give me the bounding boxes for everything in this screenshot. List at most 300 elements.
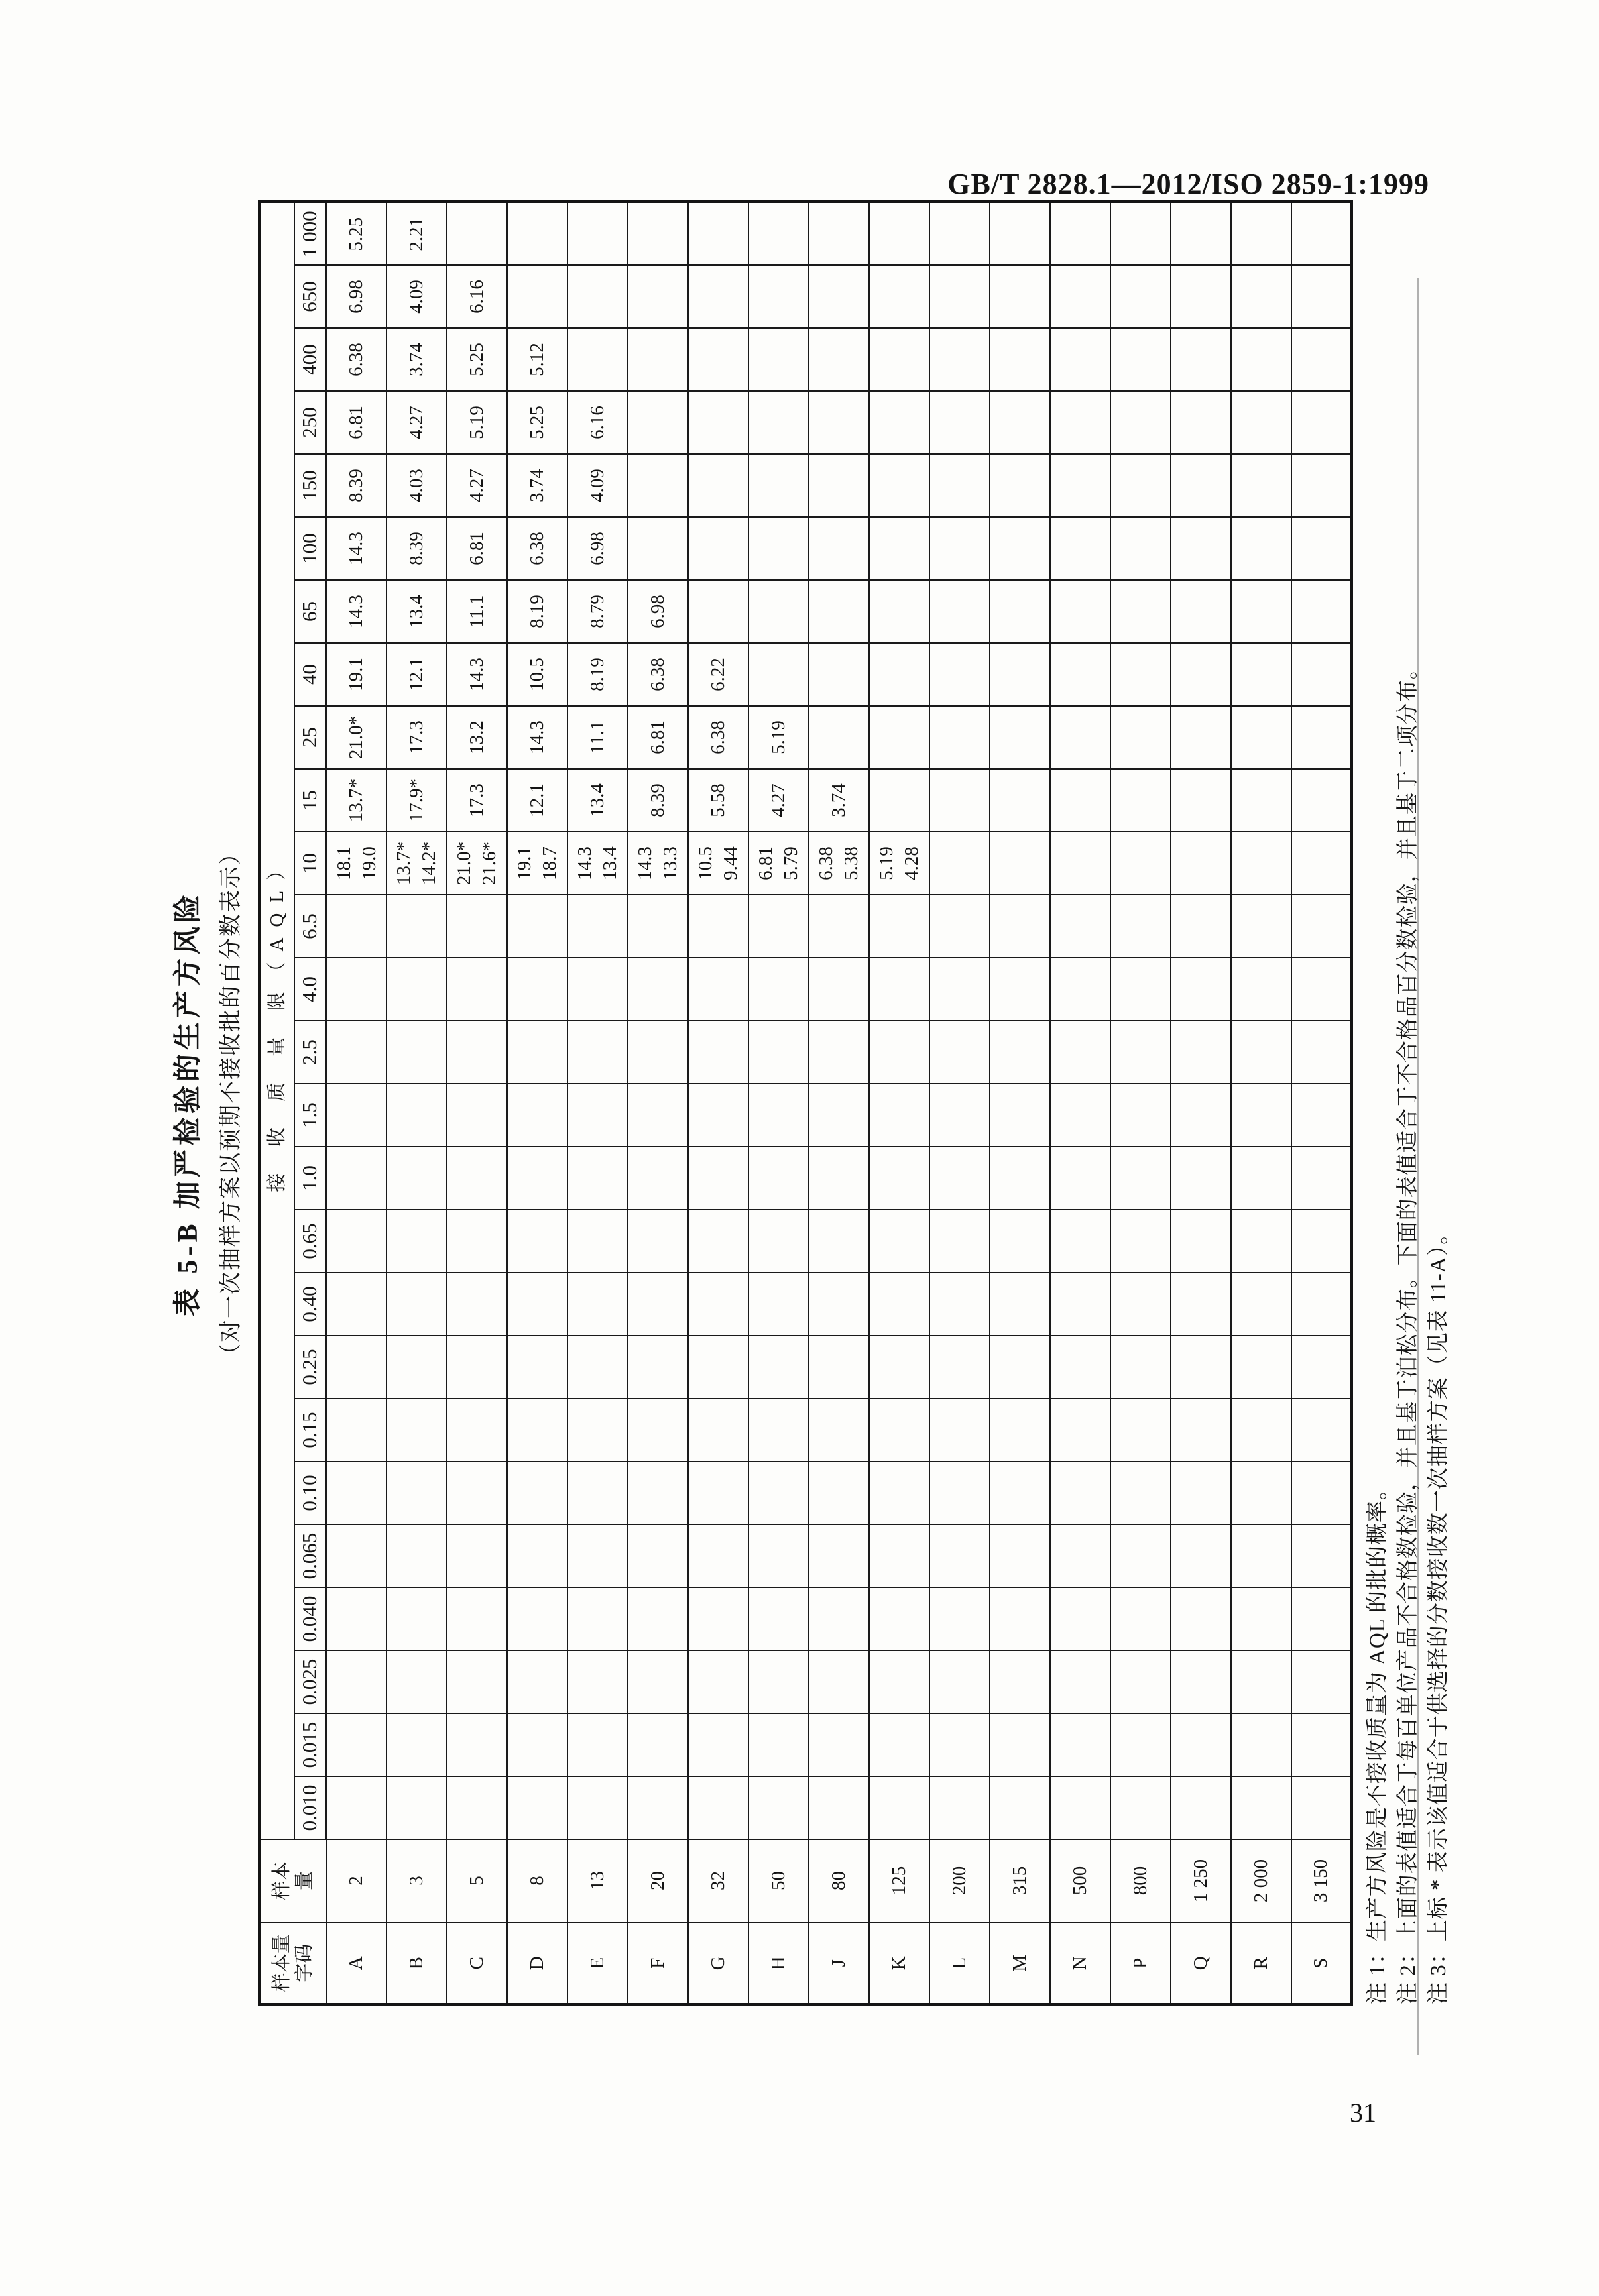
value-single: 21.0* bbox=[345, 715, 367, 760]
cell-A-15 bbox=[326, 769, 386, 832]
value-lower bbox=[1140, 1525, 1165, 1587]
cell-J-0.10 bbox=[809, 1462, 869, 1524]
cell-K-250 bbox=[869, 391, 929, 454]
cell-C-0.15 bbox=[447, 1399, 507, 1462]
cell-D-0.010 bbox=[507, 1776, 567, 1839]
cell-C-10 bbox=[447, 832, 507, 895]
value-lower bbox=[1020, 958, 1045, 1020]
aql-label-1.0: 1.0 bbox=[294, 1147, 326, 1210]
cell-G-0.10 bbox=[688, 1462, 748, 1524]
cell-G-250 bbox=[688, 391, 748, 454]
value-lower bbox=[718, 958, 743, 1020]
value-upper bbox=[874, 1273, 899, 1335]
cell-D-0.015 bbox=[507, 1713, 567, 1776]
cell-J-15 bbox=[809, 769, 869, 832]
cell-A-250 bbox=[326, 391, 386, 454]
value-upper bbox=[934, 895, 959, 957]
cell-D-100 bbox=[507, 517, 567, 580]
value-lower bbox=[959, 1147, 984, 1209]
cell-P-250 bbox=[1110, 391, 1171, 454]
value-upper bbox=[1236, 1525, 1261, 1587]
cell-B-0.40 bbox=[386, 1273, 447, 1336]
value-upper bbox=[994, 1336, 1020, 1398]
cell-L-10 bbox=[929, 832, 990, 895]
cell-C-0.25 bbox=[447, 1336, 507, 1399]
aql-label-25: 25 bbox=[294, 706, 326, 769]
value-single: 3.74 bbox=[827, 783, 849, 817]
cell-J-0.040 bbox=[809, 1587, 869, 1650]
cell-Q-650 bbox=[1171, 265, 1231, 328]
cell-E-25 bbox=[567, 706, 628, 769]
cell-C-0.10 bbox=[447, 1462, 507, 1524]
cell-M-15 bbox=[990, 769, 1050, 832]
value-lower bbox=[658, 1084, 683, 1146]
value-upper bbox=[753, 1021, 778, 1083]
value-lower bbox=[1140, 1588, 1165, 1650]
cell-F-15 bbox=[628, 769, 688, 832]
cell-R-65 bbox=[1231, 580, 1291, 643]
cell-K-40 bbox=[869, 643, 929, 706]
cell-G-650 bbox=[688, 265, 748, 328]
value-lower: 13.3 bbox=[660, 846, 681, 880]
cell-A-2.5 bbox=[326, 1021, 386, 1084]
value-single: 12.1 bbox=[405, 658, 427, 691]
cell-B-100 bbox=[386, 517, 447, 580]
cell-D-0.25 bbox=[507, 1336, 567, 1399]
value-upper: 14.3 bbox=[634, 846, 656, 880]
cell-P-150 bbox=[1110, 454, 1171, 517]
value-upper bbox=[693, 1210, 718, 1272]
value-lower: 21.6* bbox=[479, 841, 500, 886]
cell-K-0.025 bbox=[869, 1650, 929, 1713]
cell-S-6.5 bbox=[1291, 895, 1352, 958]
value-upper bbox=[1055, 1084, 1080, 1146]
value-upper bbox=[632, 895, 658, 957]
value-lower bbox=[1201, 1525, 1226, 1587]
cell-J-0.010 bbox=[809, 1776, 869, 1839]
cell-L-25 bbox=[929, 706, 990, 769]
cell-L-2.5 bbox=[929, 1021, 990, 1084]
cell-F-0.40 bbox=[628, 1273, 688, 1336]
cell-A-0.40 bbox=[326, 1273, 386, 1336]
cell-R-25 bbox=[1231, 706, 1291, 769]
cell-G-0.25 bbox=[688, 1336, 748, 1399]
cell-N-650 bbox=[1050, 265, 1110, 328]
cell-A-400 bbox=[326, 328, 386, 391]
table-row-F bbox=[628, 202, 688, 2005]
cell-C-0.40 bbox=[447, 1273, 507, 1336]
cell-G-400 bbox=[688, 328, 748, 391]
cell-F-2.5 bbox=[628, 1021, 688, 1084]
value-upper bbox=[813, 1336, 839, 1398]
value-upper bbox=[813, 1021, 839, 1083]
value-lower bbox=[959, 1210, 984, 1272]
cell-J-4.0 bbox=[809, 958, 869, 1021]
cell-L-4.0 bbox=[929, 958, 990, 1021]
cell-S-0.025 bbox=[1291, 1650, 1352, 1713]
cell-D-0.65 bbox=[507, 1210, 567, 1273]
cell-E-400 bbox=[567, 328, 628, 391]
cell-H-1.5 bbox=[748, 1084, 809, 1147]
value-upper bbox=[1055, 1462, 1080, 1524]
table-row-S bbox=[1291, 202, 1352, 2005]
cell-Q-65 bbox=[1171, 580, 1231, 643]
cell-N-100 bbox=[1050, 517, 1110, 580]
value-upper bbox=[934, 1399, 959, 1461]
cell-Q-1.0 bbox=[1171, 1147, 1231, 1210]
cell-K-0.10 bbox=[869, 1462, 929, 1524]
cell-R-100 bbox=[1231, 517, 1291, 580]
value-upper bbox=[753, 1147, 778, 1209]
value-upper: 13.7* bbox=[393, 841, 414, 886]
value-lower bbox=[1201, 1651, 1226, 1713]
value-lower bbox=[839, 1210, 864, 1272]
cell-M-0.25 bbox=[990, 1336, 1050, 1399]
value-upper bbox=[693, 1021, 718, 1083]
cell-C-6.5 bbox=[447, 895, 507, 958]
cell-H-4.0 bbox=[748, 958, 809, 1021]
cell-J-2.5 bbox=[809, 1021, 869, 1084]
cell-F-0.065 bbox=[628, 1524, 688, 1587]
value-lower bbox=[1080, 1273, 1105, 1335]
cell-L-0.025 bbox=[929, 1650, 990, 1713]
value-lower bbox=[839, 958, 864, 1020]
value-lower bbox=[1201, 1588, 1226, 1650]
value-single: 6.38 bbox=[526, 532, 548, 565]
aql-label-100: 100 bbox=[294, 517, 326, 580]
value-upper bbox=[874, 1336, 899, 1398]
aql-label-0.40: 0.40 bbox=[294, 1273, 326, 1336]
cell-P-4.0 bbox=[1110, 958, 1171, 1021]
value-upper: 5.19 bbox=[876, 846, 897, 880]
value-upper bbox=[1236, 1273, 1261, 1335]
value-lower bbox=[899, 895, 924, 957]
cell-Q-250 bbox=[1171, 391, 1231, 454]
cell-G-1.0 bbox=[688, 1147, 748, 1210]
code-letter-N: N bbox=[1050, 1922, 1110, 2005]
value-lower bbox=[1261, 1273, 1286, 1335]
cell-R-0.065 bbox=[1231, 1524, 1291, 1587]
value-upper bbox=[753, 1084, 778, 1146]
value-upper bbox=[632, 1084, 658, 1146]
value-single: 13.7* bbox=[345, 778, 367, 823]
value-upper bbox=[934, 1021, 959, 1083]
cell-L-6.5 bbox=[929, 895, 990, 958]
cell-F-150 bbox=[628, 454, 688, 517]
cell-R-0.025 bbox=[1231, 1650, 1291, 1713]
cell-S-2.5 bbox=[1291, 1021, 1352, 1084]
sample-size-H: 50 bbox=[748, 1839, 809, 1922]
cell-E-65 bbox=[567, 580, 628, 643]
value-upper bbox=[874, 1021, 899, 1083]
aql-label-40: 40 bbox=[294, 643, 326, 706]
value-single: 6.38 bbox=[707, 720, 729, 754]
cell-M-6.5 bbox=[990, 895, 1050, 958]
value-lower bbox=[1140, 1399, 1165, 1461]
aql-label-10: 10 bbox=[294, 832, 326, 895]
cell-E-6.5 bbox=[567, 895, 628, 958]
value-single: 5.25 bbox=[526, 406, 548, 439]
value-lower bbox=[778, 1210, 803, 1272]
page-edge-artifact-line bbox=[1417, 278, 1419, 2055]
value-lower bbox=[899, 1210, 924, 1272]
value-lower bbox=[1201, 1462, 1226, 1524]
cell-F-4.0 bbox=[628, 958, 688, 1021]
cell-D-250 bbox=[507, 391, 567, 454]
cell-S-0.015 bbox=[1291, 1713, 1352, 1776]
cell-K-150 bbox=[869, 454, 929, 517]
cell-K-65 bbox=[869, 580, 929, 643]
value-lower bbox=[1020, 1525, 1045, 1587]
value-single: 3.74 bbox=[405, 343, 427, 376]
cell-S-150 bbox=[1291, 454, 1352, 517]
cell-S-250 bbox=[1291, 391, 1352, 454]
cell-J-0.15 bbox=[809, 1399, 869, 1462]
code-letter-P: P bbox=[1110, 1922, 1171, 2005]
value-lower bbox=[959, 1273, 984, 1335]
cell-E-1.0 bbox=[567, 1147, 628, 1210]
code-letter-C: C bbox=[447, 1922, 507, 2005]
value-upper: 18.1 bbox=[333, 846, 355, 880]
cell-N-0.40 bbox=[1050, 1273, 1110, 1336]
value-upper bbox=[693, 1147, 718, 1209]
cell-H-0.025 bbox=[748, 1650, 809, 1713]
value-upper bbox=[934, 958, 959, 1020]
cell-A-0.15 bbox=[326, 1399, 386, 1462]
cell-R-0.40 bbox=[1231, 1273, 1291, 1336]
value-lower bbox=[1080, 1021, 1105, 1083]
value-single: 6.81 bbox=[646, 720, 668, 754]
cell-L-0.40 bbox=[929, 1273, 990, 1336]
cell-A-650 bbox=[326, 265, 386, 328]
cell-A-150 bbox=[326, 454, 386, 517]
cell-Q-6.5 bbox=[1171, 895, 1231, 958]
cell-P-2.5 bbox=[1110, 1021, 1171, 1084]
value-lower bbox=[778, 1147, 803, 1209]
cell-E-1 000 bbox=[567, 202, 628, 265]
cell-R-0.10 bbox=[1231, 1462, 1291, 1524]
cell-S-1.0 bbox=[1291, 1147, 1352, 1210]
value-lower bbox=[1140, 1462, 1165, 1524]
code-letter-A: A bbox=[326, 1922, 386, 2005]
value-lower bbox=[1201, 1399, 1226, 1461]
cell-D-0.15 bbox=[507, 1399, 567, 1462]
value-lower bbox=[1261, 1777, 1286, 1839]
cell-N-10 bbox=[1050, 832, 1110, 895]
cell-H-25 bbox=[748, 706, 809, 769]
cell-S-0.010 bbox=[1291, 1776, 1352, 1839]
value-upper bbox=[1055, 1588, 1080, 1650]
value-upper bbox=[1175, 1399, 1201, 1461]
cell-N-0.015 bbox=[1050, 1713, 1110, 1776]
value-upper bbox=[813, 958, 839, 1020]
value-lower bbox=[1140, 1147, 1165, 1209]
value-upper bbox=[632, 958, 658, 1020]
value-lower bbox=[1201, 1714, 1226, 1776]
sample-size-Q: 1 250 bbox=[1171, 1839, 1231, 1922]
value-upper bbox=[1175, 1651, 1201, 1713]
cell-G-0.065 bbox=[688, 1524, 748, 1587]
sample-size-M: 315 bbox=[990, 1839, 1050, 1922]
value-upper bbox=[1055, 1399, 1080, 1461]
value-lower: 14.2* bbox=[418, 841, 440, 886]
cell-H-2.5 bbox=[748, 1021, 809, 1084]
value-upper bbox=[994, 1399, 1020, 1461]
cell-A-6.5 bbox=[326, 895, 386, 958]
value-upper bbox=[1055, 1021, 1080, 1083]
table-row-D bbox=[507, 202, 567, 2005]
cell-Q-10 bbox=[1171, 832, 1231, 895]
table-row-G bbox=[688, 202, 748, 2005]
value-lower bbox=[778, 958, 803, 1020]
cell-A-100 bbox=[326, 517, 386, 580]
cell-S-4.0 bbox=[1291, 958, 1352, 1021]
value-single: 11.1 bbox=[586, 720, 608, 754]
value-single: 17.9* bbox=[405, 778, 427, 823]
value-upper bbox=[1236, 1399, 1261, 1461]
aql-label-4.0: 4.0 bbox=[294, 958, 326, 1021]
code-letter-L: L bbox=[929, 1922, 990, 2005]
cell-K-0.65 bbox=[869, 1210, 929, 1273]
value-single: 5.25 bbox=[345, 217, 367, 251]
value-lower bbox=[1080, 1399, 1105, 1461]
cell-B-4.0 bbox=[386, 958, 447, 1021]
value-single: 5.25 bbox=[465, 343, 487, 376]
cell-C-0.65 bbox=[447, 1210, 507, 1273]
cell-Q-0.40 bbox=[1171, 1273, 1231, 1336]
cell-N-0.010 bbox=[1050, 1776, 1110, 1839]
cell-G-1 000 bbox=[688, 202, 748, 265]
cell-C-0.015 bbox=[447, 1713, 507, 1776]
cell-R-1.5 bbox=[1231, 1084, 1291, 1147]
cell-J-650 bbox=[809, 265, 869, 328]
cell-E-0.40 bbox=[567, 1273, 628, 1336]
value-upper bbox=[874, 958, 899, 1020]
cell-B-2.5 bbox=[386, 1021, 447, 1084]
cell-H-150 bbox=[748, 454, 809, 517]
value-lower: 4.28 bbox=[901, 846, 922, 880]
cell-F-1.5 bbox=[628, 1084, 688, 1147]
cell-D-150 bbox=[507, 454, 567, 517]
cell-Q-150 bbox=[1171, 454, 1231, 517]
value-upper: 19.1 bbox=[514, 846, 535, 880]
cell-S-10 bbox=[1291, 832, 1352, 895]
cell-J-1 000 bbox=[809, 202, 869, 265]
value-upper: 21.0* bbox=[453, 841, 475, 886]
cell-L-0.25 bbox=[929, 1336, 990, 1399]
cell-J-6.5 bbox=[809, 895, 869, 958]
value-upper bbox=[813, 1210, 839, 1272]
cell-R-0.15 bbox=[1231, 1399, 1291, 1462]
cell-H-6.5 bbox=[748, 895, 809, 958]
value-upper bbox=[874, 1147, 899, 1209]
cell-J-1.0 bbox=[809, 1147, 869, 1210]
value-single: 13.4 bbox=[405, 595, 427, 628]
value-lower bbox=[1140, 1210, 1165, 1272]
cell-K-4.0 bbox=[869, 958, 929, 1021]
value-upper bbox=[1115, 1399, 1140, 1461]
cell-A-0.065 bbox=[326, 1524, 386, 1587]
cell-G-25 bbox=[688, 706, 748, 769]
cell-F-0.015 bbox=[628, 1713, 688, 1776]
value-upper bbox=[1236, 1462, 1261, 1524]
cell-C-250 bbox=[447, 391, 507, 454]
cell-M-0.015 bbox=[990, 1713, 1050, 1776]
cell-E-250 bbox=[567, 391, 628, 454]
value-upper bbox=[934, 1084, 959, 1146]
value-upper: 10.5 bbox=[695, 846, 716, 880]
cell-F-1.0 bbox=[628, 1147, 688, 1210]
value-upper: 6.38 bbox=[815, 846, 837, 880]
value-upper bbox=[1115, 1651, 1140, 1713]
cell-D-65 bbox=[507, 580, 567, 643]
value-single: 4.09 bbox=[405, 280, 427, 314]
value-single: 4.09 bbox=[586, 469, 608, 502]
header-sample-size bbox=[260, 1839, 326, 1922]
cell-M-0.025 bbox=[990, 1650, 1050, 1713]
value-lower bbox=[1140, 1651, 1165, 1713]
value-single: 17.3 bbox=[465, 783, 487, 817]
cell-H-10 bbox=[748, 832, 809, 895]
cell-H-0.25 bbox=[748, 1336, 809, 1399]
cell-H-1.0 bbox=[748, 1147, 809, 1210]
aql-label-0.040: 0.040 bbox=[294, 1587, 326, 1650]
value-upper bbox=[1175, 1714, 1201, 1776]
cell-E-0.15 bbox=[567, 1399, 628, 1462]
cell-F-1 000 bbox=[628, 202, 688, 265]
table-row-E bbox=[567, 202, 628, 2005]
value-upper: 14.3 bbox=[574, 846, 595, 880]
value-lower bbox=[1261, 1336, 1286, 1398]
cell-A-0.025 bbox=[326, 1650, 386, 1713]
value-upper bbox=[753, 895, 778, 957]
value-lower bbox=[839, 1084, 864, 1146]
aql-label-0.015: 0.015 bbox=[294, 1713, 326, 1776]
cell-R-0.015 bbox=[1231, 1713, 1291, 1776]
value-single: 14.3 bbox=[465, 658, 487, 691]
code-letter-R: R bbox=[1231, 1922, 1291, 2005]
cell-J-1.5 bbox=[809, 1084, 869, 1147]
cell-M-650 bbox=[990, 265, 1050, 328]
value-lower bbox=[1020, 1084, 1045, 1146]
table-row-B bbox=[386, 202, 447, 2005]
cell-P-0.65 bbox=[1110, 1210, 1171, 1273]
value-single: 6.38 bbox=[646, 658, 668, 691]
cell-C-2.5 bbox=[447, 1021, 507, 1084]
cell-C-4.0 bbox=[447, 958, 507, 1021]
value-lower bbox=[1201, 1210, 1226, 1272]
value-single: 2.21 bbox=[405, 217, 427, 251]
cell-A-1.5 bbox=[326, 1084, 386, 1147]
cell-P-0.040 bbox=[1110, 1587, 1171, 1650]
value-single: 6.98 bbox=[586, 532, 608, 565]
cell-F-6.5 bbox=[628, 895, 688, 958]
cell-Q-0.040 bbox=[1171, 1587, 1231, 1650]
value-lower bbox=[658, 958, 683, 1020]
code-letter-F: F bbox=[628, 1922, 688, 2005]
cell-R-40 bbox=[1231, 643, 1291, 706]
cell-S-0.40 bbox=[1291, 1273, 1352, 1336]
cell-Q-25 bbox=[1171, 706, 1231, 769]
value-upper bbox=[994, 1021, 1020, 1083]
value-single: 6.16 bbox=[586, 406, 608, 439]
value-upper bbox=[753, 958, 778, 1020]
cell-Q-1 000 bbox=[1171, 202, 1231, 265]
cell-P-0.10 bbox=[1110, 1462, 1171, 1524]
value-lower bbox=[959, 1084, 984, 1146]
cell-M-25 bbox=[990, 706, 1050, 769]
value-upper bbox=[1175, 1525, 1201, 1587]
